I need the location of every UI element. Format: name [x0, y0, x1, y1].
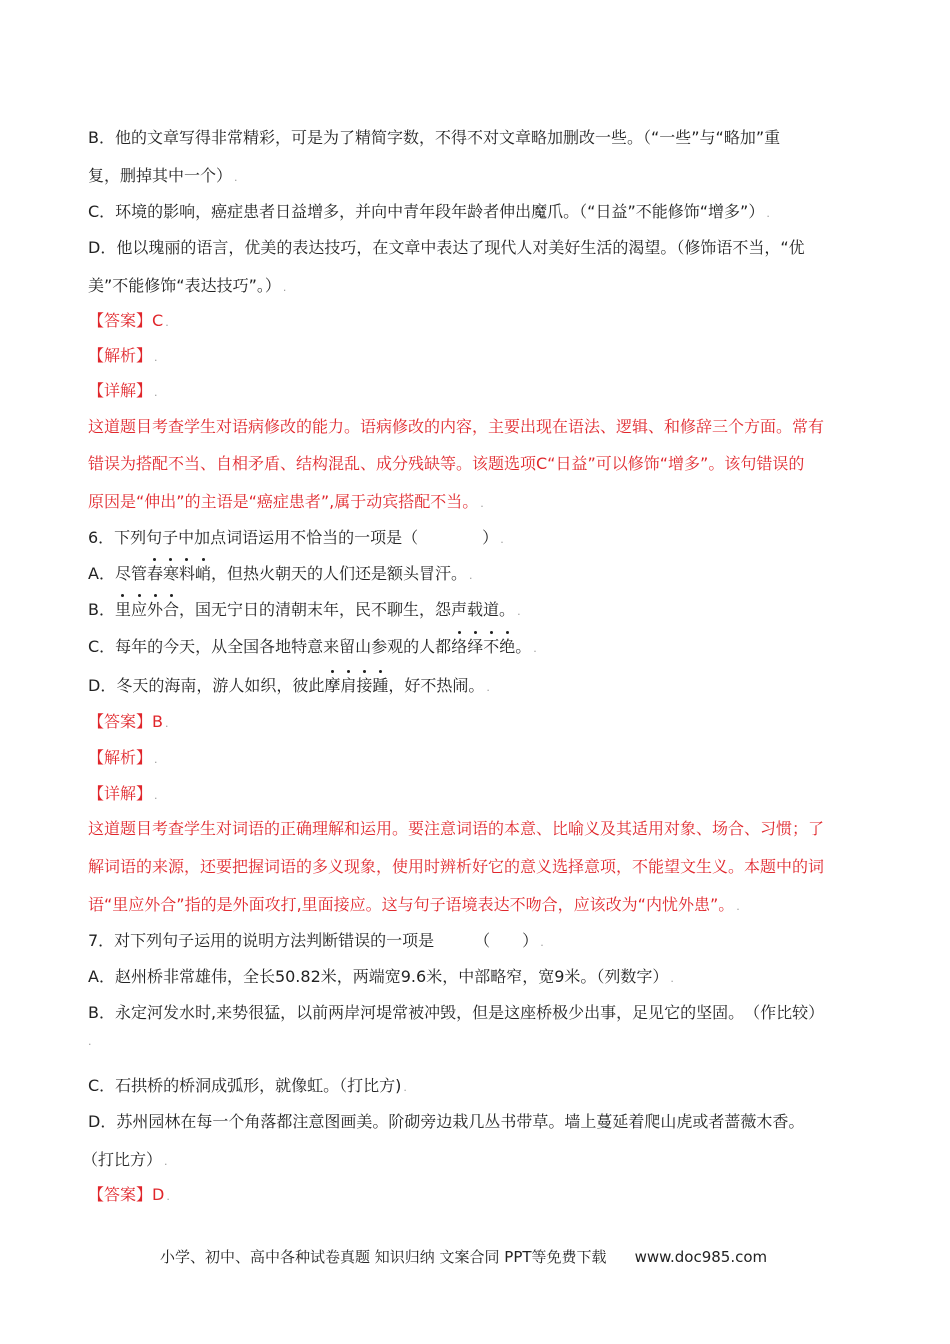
q5-option-d-line2: 美”不能修饰“表达技巧”。） . — [88, 276, 287, 295]
q5-explanation-line2: 错误为搭配不当、自相矛盾、结构混乱、成分残缺等。该题选项C“日益”可以修饰“增多”。该句错误的 — [88, 454, 805, 473]
q7-option-d-line1: D．苏州园林在每一个角落都注意图画美。阶砌旁边栽几丛书带草。墙上蔓延着爬山虎或者蔷薇木香。 — [88, 1112, 805, 1131]
q6-explanation-line2: 解词语的来源，还要把握词语的多义现象，使用时辨析好它的意义选择意项，不能望文生义。本题中的词 — [88, 857, 825, 876]
q5-explanation-line3: 原因是“伸出”的主语是“癌症患者”,属于动宾搭配不当。 . — [88, 492, 484, 511]
footer-site-link[interactable]: www.doc985.com — [634, 1248, 768, 1266]
q6-option-b-dotted-word: 里应外合 — [114, 600, 180, 619]
q5-option-b-line1: B．他的文章写得非常精彩，可是为了精简字数，不得不对文章略加删改一些。（“一些”与“略加”重 — [88, 128, 781, 147]
q7-option-b-mark: . — [88, 1035, 92, 1048]
q5-explanation-line1: 这道题目考查学生对语病修改的能力。语病修改的内容，主要出现在语法、逻辑、和修辞三个方面。常有 — [88, 417, 825, 436]
q6-detail-label: 【详解】 . — [88, 784, 158, 803]
q5-option-c: C．环境的影响，癌症患者日益增多，并向中青年段年龄者伸出魔爪。（“日益”不能修饰“增多”） . — [88, 202, 770, 221]
q7-option-c: C．石拱桥的桥洞成弧形，就像虹。（打比方) . — [88, 1076, 407, 1095]
q6-option-a: A．尽管春寒料峭，但热火朝天的人们还是额头冒汗。 . — [88, 564, 473, 583]
q6-option-d-dotted-word: 摩肩接踵 — [324, 676, 389, 695]
q6-explanation-line1: 这道题目考查学生对词语的正确理解和运用。要注意词语的本意、比喻义及其适用对象、场合、习惯；了 — [88, 819, 825, 838]
q5-detail-label: 【详解】 . — [88, 381, 158, 400]
q7-option-d-line2: （打比方） . — [82, 1150, 168, 1169]
q6-option-c-dotted-word: 络绎不绝 — [451, 637, 516, 656]
q6-option-c: C．每年的今天，从全国各地特意来留山参观的人都络绎不绝。 . — [88, 637, 537, 656]
q5-option-d-line1: D．他以瑰丽的语言，优美的表达技巧，在文章中表达了现代人对美好生活的渴望。（修饰语不当，“优 — [88, 238, 805, 257]
q5-analysis-label: 【解析】 . — [88, 346, 158, 365]
q7-option-a: A．赵州桥非常雄伟，全长50.82米，两端宽9.6米，中部略窄，宽9米。（列数字） . — [88, 967, 674, 986]
q6-option-b: B．里应外合，国无宁日的清朝末年，民不聊生，怨声载道。 . — [88, 600, 521, 619]
q7-option-b: B．永定河发水时,来势很猛，以前两岸河堤常被冲毁，但是这座桥极少出事，足见它的坚固。 （作比较） — [88, 1003, 825, 1022]
q6-question: 6．下列句子中加点词语运用不恰当的一项是（ ） . — [88, 528, 504, 547]
q6-option-a-dotted-word: 春寒料峭 — [146, 564, 212, 583]
q5-option-b-line2: 复，删掉其中一个） . — [88, 166, 238, 185]
page-footer — [160, 1247, 767, 1267]
q7-question: 7．对下列句子运用的说明方法判断错误的一项是 （ ） . — [88, 931, 544, 950]
q6-analysis-label: 【解析】 . — [88, 748, 158, 767]
q6-answer: 【答案】B . — [88, 712, 169, 731]
footer-text: 小学、初中、高中各种试卷真题 知识归纳 文案合同 PPT等免费下载 — [160, 1248, 607, 1266]
q6-option-d: D．冬天的海南，游人如织，彼此摩肩接踵，好不热闹。 . — [88, 676, 490, 695]
q6-explanation-line3: 语“里应外合”指的是外面攻打,里面接应。这与句子语境表达不吻合，应该改为“内忧外患”。 . — [88, 895, 740, 914]
q5-answer: 【答案】C . — [88, 311, 169, 330]
q7-answer: 【答案】D . — [88, 1185, 170, 1204]
